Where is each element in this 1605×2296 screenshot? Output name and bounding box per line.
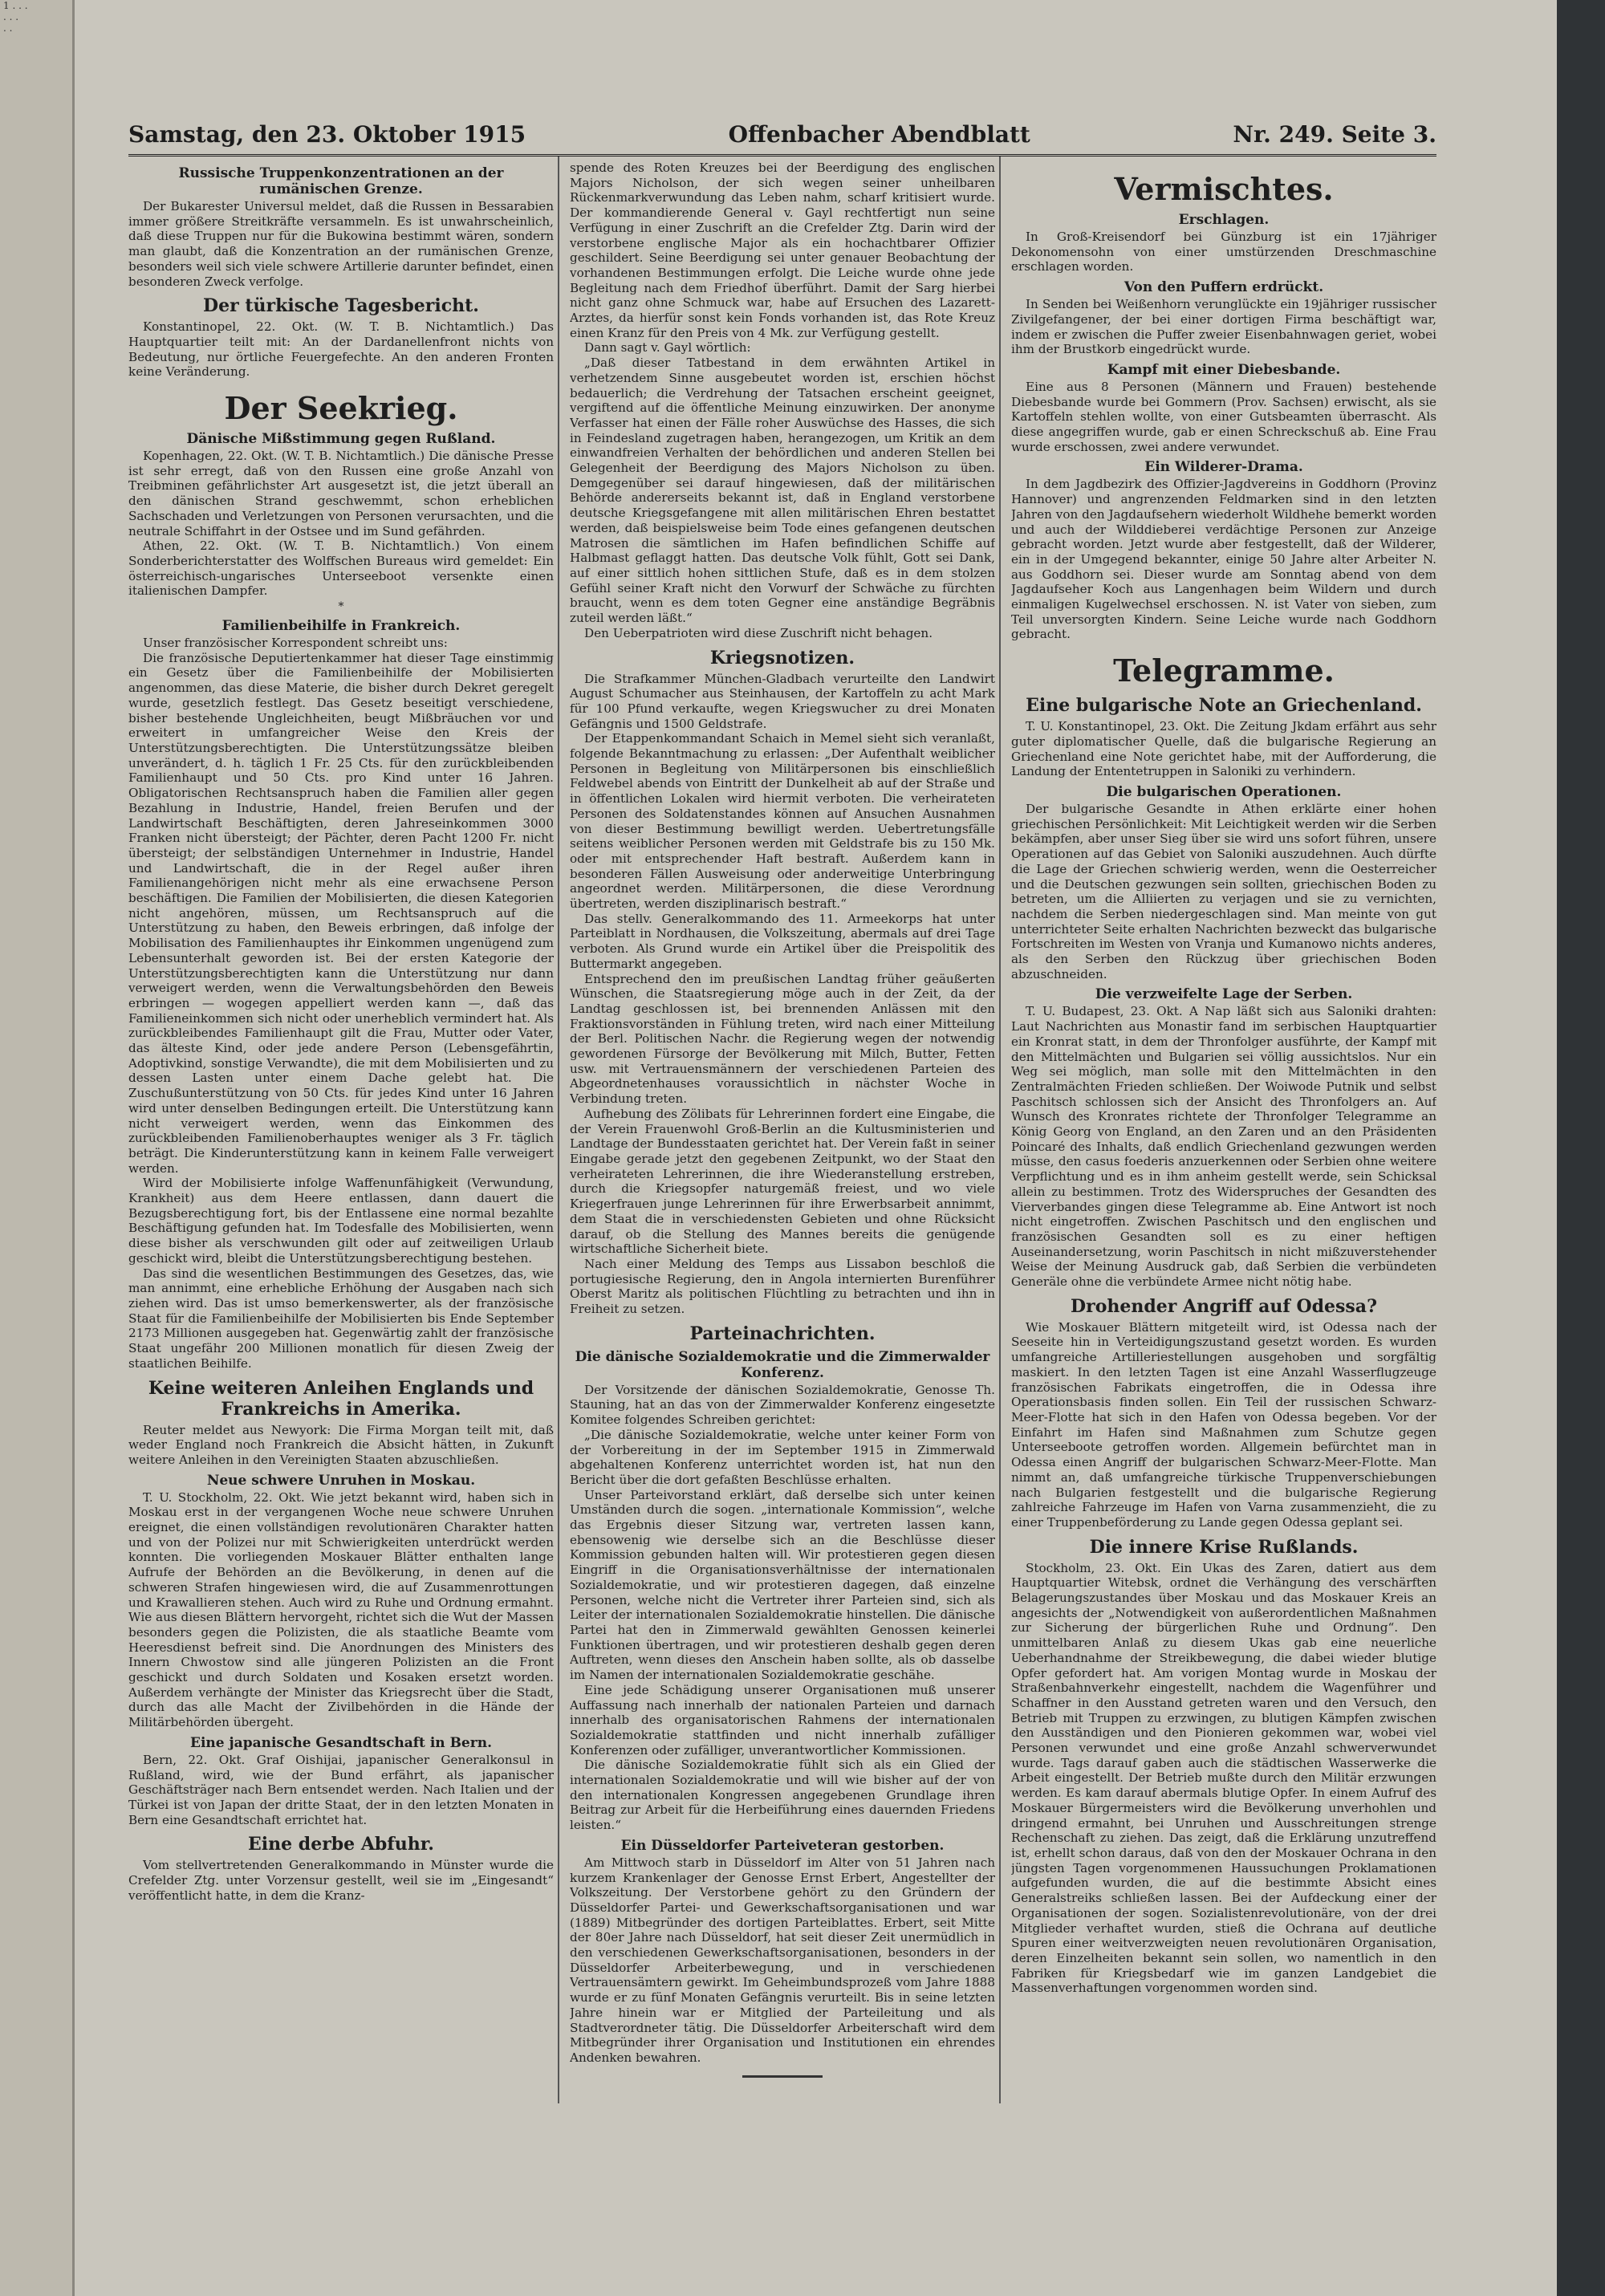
article-headline: Neue schwere Unruhen in Moskau. [206, 1472, 476, 1489]
article-paragraph: Wie Moskauer Blättern mitgeteilt wird, ist Odessa nach der Seeseite hin in Verteidigungszustand gesetzt worden. Es wurden umfangreiche Artilleriestellungen ausgehoben und sorgfältig maskiert. In den letzten Tagen ist eine Anzahl Wasserflugzeuge französischen Fabrikats eingetroffen, die in Odessa ihre Operationsbasis finden sollen. Ein Teil der russischen Schwarz-Meer-Flotte hat sich in den Hafen von Odessa begeben. Vor der Einfahrt im Hafen sind Maßnahmen zum Schutze gegen Unterseeboote getroffen worden. Allgemein befürchtet man in Odessa einen Angriff der bulgarischen Schwarz-Meer-Flotte. Man nimmt an, daß umfangreiche türkische Truppenverschiebungen nach Bulgarien festgestellt und die bulgarische Regierung zahlreiche Fahrzeuge im Hafen von Varna zusammenzieht, die zu einer Truppenbeförderung zu Lande gegen Odessa geplant sei. [1011, 1319, 1436, 1530]
article-paragraph: Reuter meldet aus Newyork: Die Firma Morgan teilt mit, daß weder England noch Frankreich die Absicht hätten, in Zukunft weitere Anleihen in den Vereinigten Staaten abzuschließen. [128, 1422, 554, 1467]
article-subheadline: Die dänische Sozialdemokratie und die Zimmerwalder Konferenz. [575, 1348, 990, 1381]
column-1 [128, 161, 554, 2272]
article-headline: Keine weiteren Anleihen Englands und Frankreichs in Amerika. [148, 1377, 534, 1420]
article-paragraph: Bern, 22. Okt. Graf Oishijai, japanischer Generalkonsul in Rußland, wird, wie der Bund erfährt, als japanischer Geschäftsträger nach Bern entsendet werden. Nach Italien und der Türkei ist von Japan der dritte Staat, der in den letzten Monaten in Bern eine Gesandtschaft errichtet hat. [128, 1752, 554, 1827]
column-3 [1011, 161, 1436, 2272]
article-paragraph: Unser französischer Korrespondent schreibt uns: [143, 636, 448, 651]
article-headline: Eine derbe Abfuhr. [248, 1834, 434, 1855]
article-headline: Russische Truppenkonzentrationen an der rumänischen Grenze. [178, 165, 504, 197]
article-paragraph: Der Etappenkommandant Schaich in Memel sieht sich veranlaßt, folgende Bekanntmachung zu erlassen: „Der Aufenthalt weiblicher Personen in Begleitung von Militärpersonen bis einschließlich Feldwebel abends von Eintritt der Dunkelheit ab auf der Straße und in öffentlichen Lokalen wird hiermit verboten. Die verheirateten Personen des Soldatenstandes können auf Ansuchen Ausnahmen von dieser Bestimmung bewilligt werden. Uebertretungsfälle seitens weiblicher Personen werden mit Geldstrafe bis zu 150 Mk. oder mit entsprechender Haft bestraft. Außerdem kann in besonderen Fällen Ausweisung oder anderweitige Unterbringung angeordnet werden. Militärpersonen, die diese Verordnung übertreten, werden disziplinarisch bestraft.“ [570, 731, 995, 912]
article-paragraph: Die dänische Sozialdemokratie fühlt sich als ein Glied der internationalen Sozialdemokratie und will wie bisher auf der von den internationalen Kongressen angegebenen Grundlage ihren Beitrag zur Arbeit für die Herbeiführung eines dauernden Friedens leisten.“ [570, 1758, 995, 1833]
article-headline: Ein Düsseldorfer Parteiveteran gestorben. [620, 1837, 945, 1854]
article-headline: Kriegsnotizen. [709, 647, 855, 668]
article-paragraph: Der bulgarische Gesandte in Athen erklärte einer hohen griechischen Persönlichkeit: Mit Leichtigkeit werden wir die Serben bekämpfen, aber unser Sieg über sie wird uns sofort führen, unsere Operationen auf das Gebiet von Saloniki auszudehnen. Auch dürfte die Lage der Griechen schwierig werden, wenn die Oesterreicher und die Deutschen gezwungen sein sollten, griechischen Boden zu betreten, um die Alliierten zu verjagen und sie zu vernichten, nachdem die Serben niedergeschlagen sind. Man meinte von gut unterrichteter Seite erhalten Nachrichten bezweckt das bulgarische Fortschreiten im Westen von Vranja und Kumanowo nichts anderes, als den Serben den Rückzug über griechischen Boden abzuschneiden. [1011, 801, 1436, 981]
article-paragraph: Eine aus 8 Personen (Männern und Frauen) bestehende Diebesbande wurde bei Gommern (Prov. Sachsen) erwischt, als sie Kartoffeln stehlen wollte, von einer Gutsbeamten überrascht. Als diese angegriffen wurde, gab er einen Schreckschuß ab. Eine Frau wurde erschossen, zwei andere verwundet. [1011, 379, 1436, 454]
separator-star: * [338, 600, 344, 614]
article-paragraph: Der Bukarester Universul meldet, daß die Russen in Bessarabien immer größere Streitkräfte versammeln. Es ist unwahrscheinlich, daß diese Truppen nur für die Bukowina bestimmt wären, sondern man glaubt, daß die Konzentration an der rumänischen Grenze, besonders weil sich viele schwere Artillerie darunter befindet, einen besonderen Zweck verfolge. [128, 199, 554, 289]
article-quote: „Die dänische Sozialdemokratie, welche unter keiner Form von der Vorbereitung in der im September 1915 in Zimmerwald abgehaltenen Konferenz unterrichtet worden ist, hat nun den Bericht über die dort gefaßten Beschlüsse erhalten. [570, 1427, 995, 1487]
article-paragraph: Den Ueberpatrioten wird diese Zuschrift nicht behagen. [584, 625, 933, 640]
article-headline: Parteinachrichten. [689, 1323, 876, 1344]
article-paragraph: Unser Parteivorstand erklärt, daß derselbe sich unter keinen Umständen durch die sogen. „internationale Kommission“, welche das Ergebnis dieser Sitzung war, vertreten lassen kann, ebensowenig wie derselbe sich an die Beschlüsse dieser Kommission gebunden halten will. Wir protestieren gegen diesen Eingriff in die Organisationsverhältnisse der internationalen Sozialdemokratie, und wir protestieren dagegen, daß einzelne Personen, welche nicht die Vertreter ihrer Parteien sind, sich als Leiter der internationalen Sozialdemokratie hinstellen. Die dänische Partei hat den in Zimmerwald gewählten Genossen keinerlei Funktionen übertragen, und wir protestieren deshalb gegen deren Auftreten, wenn dieses den Anschein haben sollte, als ob dasselbe im Namen der internationalen Sozialdemokratie geschähe. [570, 1487, 995, 1683]
article-paragraph: Die französische Deputiertenkammer hat dieser Tage einstimmig ein Gesetz über die Familienbeihilfe der Mobilisierten angenommen, das diese Materie, die bisher durch Dekret geregelt wurde, gesetzlich festlegt. Das Gesetz beseitigt verschiedene, bisher bestehende Ungleichheiten, beugt Mißbräuchen vor und erweitert in umfangreicher Weise den Kreis der Unterstützungsberechtigten. Die Unterstützungssätze bleiben unverändert, d. h. täglich 1 Fr. 25 Cts. für den zurückbleibenden Familienhaupt und 50 Cts. pro Kind unter 16 Jahren. Obligatorischen Rechtsanspruch haben die Familien aller gegen Bezahlung in Industrie, Handel, freien Berufen und der Landwirtschaft Beschäftigten, deren Jahreseinkommen 3000 Franken nicht übersteigt; der Pächter, deren Pacht 1200 Fr. nicht übersteigt; der selbständigen Unternehmer in Industrie, Handel und Landwirtschaft, die in der Regel außer ihren Familienangehörigen nicht mehr als eine erwachsene Person beschäftigen. Die Familien der Mobilisierten, die diesen Kategorien nicht angehören, müssen, um Rechtsanspruch auf die Unterstützung zu haben, den Beweis erbringen, daß infolge der Mobilisation des Familienhauptes ihr Einkommen ungenügend zum Lebensunterhalt geworden ist. Bei der ersten Kategorie der Unterstützungsberechtigten kann die Unterstützung nur dann verweigert werden, wenn die Verwaltungsbehörden den Beweis erbringen — wogegen appelliert werden kann —, daß das Familieneinkommen sich nicht oder unerheblich vermindert hat. Als zurückbleibendes Familienhaupt gilt die Frau, Mutter oder Vater, das älteste Kind, oder jede andere Person (Lebensgefährtin, Adoptivkind, sonstige Verwandte), die mit dem Mobilisierten und zu dessen Lasten unter einem Dache gelebt hat. Die Zuschußunterstützung von 50 Cts. für jedes Kind unter 16 Jahren wird unter denselben Bedingungen erteilt. Die Unterstützung kann nicht verweigert werden, wenn das Einkommen des zurückbleibenden Familienoberhauptes weniger als 3 Fr. täglich beträgt. Die Kinderunterstützung kann in keinem Falle verweigert werden. [128, 650, 554, 1176]
article-paragraph: T. U. Konstantinopel, 23. Okt. Die Zeitung Jkdam erfährt aus sehr guter diplomatischer Quelle, daß die bulgarische Regierung an Griechenland eine Note gerichtet habe, mit der Aufforderung, die Landung der Ententetruppen in Saloniki zu verhindern. [1011, 719, 1436, 779]
article-paragraph: In dem Jagdbezirk des Offizier-Jagdvereins in Goddhorn (Provinz Hannover) und angrenzenden Feldmarken sind in den letzten Jahren von den Jagdaufsehern wiederholt Wildhehe bemerkt worden und auch der Wilddieberei verdächtige Personen zur Anzeige gebracht worden. Jetzt wurde aber festgestellt, daß der Wilderer, ein in der Umgegend bekannter, einige 50 Jahre alter Arbeiter N. aus Goddhorn sei. Dieser wurde am Sonntag abend von dem Jagdaufseher Koch aus Langenhagen beim Wildern und durch einmaligen Kugelwechsel erschossen. N. ist Vater von sieben, zum Teil unversorgten Kindern. Seine Leiche wurde nach Goddhorn gebracht. [1011, 477, 1436, 642]
article-paragraph: Dann sagt v. Gayl wörtlich: [584, 340, 751, 356]
section-headline: Vermischtes. [1114, 171, 1334, 207]
issue-number: Nr. 249. Seite 3. [1233, 120, 1436, 148]
article-paragraph: Der Vorsitzende der dänischen Sozialdemokratie, Genosse Th. Stauning, hat an das von der Zimmerwalder Konferenz eingesetzte Komitee folgendes Schreiben gerichtet: [570, 1382, 995, 1428]
article-paragraph: T. U. Budapest, 23. Okt. A Nap läßt sich aus Saloniki drahten: Laut Nachrichten aus Monastir fand im serbischen Hauptquartier ein Kronrat statt, in dem der Thronfolger ausführte, der Kampf mit den Mittelmächten und Bulgarien sei völlig aussichtslos. Nur ein Weg sei möglich, man solle mit den Mittelmächten in den Zentralmächten Frieden schließen. Der Woiwode Putnik und selbst Paschitsch schlossen sich der Ansicht des Thronfolgers an. Auf Wunsch des Kronrates richtete der Thronfolger Telegramme an König Georg von England, an den Zaren und an den Präsidenten Poincaré des Inhalts, daß endlich Griechenland gezwungen werden müsse, den casus foederis anzuerkennen oder Serbien ohne weitere Verpflichtung und es in ihm anheim gestellt werde, sein Schicksal allein zu bestimmen. Trotz des Widerspruches der Gesandten des Vierverbandes gingen diese Telegramme ab. Eine Antwort ist noch nicht eingetroffen. Zwischen Paschitsch und den englischen und französischen Gesandten soll es zu einer heftigen Auseinandersetzung, worin Paschitsch in nicht mißzuverstehender Weise der Meinung Ausdruck gab, daß Serbien die verbündeten Generäle ohne die verbündete Armee nicht nötig habe. [1011, 1004, 1436, 1290]
book-binding [1557, 0, 1605, 2296]
article-paragraph: In Groß-Kreisendorf bei Günzburg ist ein 17jähriger Dekonomensohn von einer umstürzenden Dreschmaschine erschlagen worden. [1011, 230, 1436, 274]
article-paragraph: T. U. Stockholm, 22. Okt. Wie jetzt bekannt wird, haben sich in Moskau erst in der vergangenen Woche neue schwere Unruhen ereignet, die einen vollständigen revolutionären Charakter hatten und von der Polizei nur mit Schwierigkeiten unterdrückt werden konnten. Die vorliegenden Moskauer Blätter enthalten lange Aufrufe der Behörden an die Bevölkerung, in denen auf die schweren Strafen hingewiesen wird, die auf Zusammenrottungen und Krawallieren stehen. Auch wird zu Ruhe und Ordnung ermahnt. Wie aus diesen Blättern hervorgeht, richtet sich die Wut der Massen besonders gegen die Polizisten, die als staatliche Beamte vom Heeresdienst befreit sind. Die Anordnungen des Ministers des Innern Chwostow sind alle jüngeren Polizisten an die Front geschickt und durch Soldaten und Kosaken ersetzt worden. Außerdem verhängte der Minister das Kriegsrecht über die Stadt, durch das alle Macht der Zivilbehörden in die Hände der Militärbehörden übergeht. [128, 1489, 554, 1730]
article-headline: Die innere Krise Rußlands. [1089, 1536, 1359, 1558]
masthead [128, 116, 1436, 152]
article-paragraph: Am Mittwoch starb in Düsseldorf im Alter von 51 Jahren nach kurzem Krankenlager der Genosse Ernst Erbert, Angestellter der Volkszeitung. Der Verstorbene gehört zu den Gründern der Düsseldorfer Partei- und Gewerkschaftsorganisationen und war (1889) Mitbegründer des dortigen Parteiblattes. Erbert, seit Mitte der 80er Jahre nach Düsseldorf, hat seit dieser Zeit unermüdlich in den verschiedenen Gewerkschaftsorganisationen, besonders in der Düsseldorfer Arbeiterbewegung, und in verschiedenen Vertrauensämtern gewirkt. Im Geheimbundsprozeß vom Jahre 1888 wurde er zu fünf Monaten Gefängnis verurteilt. Bis in seine letzten Jahre hinein war er Mitglied der Parteileitung und als Stadtverordneter tätig. Die Düsseldorfer Arbeiterschaft wird dem Mitbegründer ihrer Organisation und Institutionen ein ehrendes Andenken bewahren. [570, 1855, 995, 2065]
article-paragraph: Nach einer Meldung des Temps aus Lissabon beschloß die portugiesische Regierung, den in Angola internierten Burenführer Oberst Maritz als politischen Flüchtling zu betrachten und ihn in Freiheit zu setzen. [570, 1256, 995, 1317]
column-2 [570, 161, 995, 2272]
article-subheadline: Dänische Mißstimmung gegen Rußland. [186, 431, 496, 448]
article-subheadline: Von den Puffern erdrückt. [1124, 279, 1324, 296]
article-subheadline: Ein Wilderer-Drama. [1144, 459, 1303, 476]
article-paragraph: Kopenhagen, 22. Okt. (W. T. B. Nichtamtlich.) Die dänische Presse ist sehr erregt, daß von den Russen eine große Anzahl von Treibminen gefährlichster Art ausgesetzt ist, die jetzt überall an den dänischen Strand geschwemmt, schon erheblichen Sachschaden und Verletzungen von Personen verursachten, und die neutrale Schiffahrt in der Ostsee und im Sund gefährden. [128, 449, 554, 538]
article-quote: „Daß dieser Tatbestand in dem erwähnten Artikel in verhetzendem Sinne ausgebeutet worden ist, erschien höchst bedauerlich; die Verdrehung der Tatsachen erscheint geeignet, vergiftend auf die öffentliche Meinung einzuwirken. Der anonyme Verfasser hat einen der Fälle roher Auswüchse des Hasses, die sich in Feindesland zugetragen haben, herangezogen, um Kritik an dem einwandfreien Verhalten der behördlichen und anderen Stellen bei Gelegenheit der Beerdigung des Majors Nicholson zu üben. Demgegenüber sei darauf hingewiesen, daß der militärischen Behörde andererseits bekannt ist, daß in England verstorbene deutsche Kriegsgefangene mit allen militärischen Ehren bestattet werden, daß beispielsweise beim Tode eines gefangenen deutschen Matrosen die sämtlichen im Hafen befindlichen Schiffe auf Halbmast geflaggt hatten. Das deutsche Volk fühlt, Gott sei Dank, auf einer sittlich hohen sittlichen Stufe, daß es in dem stolzen Gefühl seiner Kraft nicht den Vorwurf der Schwäche zu fürchten braucht, wenn es dem toten Gegner eine anständige Begräbnis zuteil werden läßt.“ [570, 356, 995, 626]
article-headline: Familienbeihilfe in Frankreich. [221, 618, 461, 635]
article-paragraph: Entsprechend den im preußischen Landtag früher geäußerten Wünschen, die Staatsregierung möge auch in der Zeit, da der Landtag geschlossen ist, bei brennenden Anlässen mit den Fraktionsvorständen in Fühlung treten, wird nach einer Mitteilung der Berl. Politischen Nachr. die Regierung wegen der notwendig gewordenen Fürsorge der Bevölkerung mit Milch, Butter, Fetten usw. mit Vertrauensmännern der verschiedenen Parteien des Abgeordnetenhauses voraussichtlich in nächster Woche in Verbindung treten. [570, 971, 995, 1107]
issue-date: Samstag, den 23. Oktober 1915 [128, 120, 526, 148]
article-paragraph: Aufhebung des Zölibats für Lehrerinnen fordert eine Eingabe, die der Verein Frauenwohl Groß-Berlin an die Kultusministerien und Landtage der Bundesstaaten gerichtet hat. Der Verein faßt in seiner Eingabe gerade jetzt den gegebenen Zeitpunkt, wo der Staat den verheirateten Lehrerinnen, die ihre Wiederanstellung erstreben, durch die Kriegsopfer naturgemäß freiest, und wo viele Kriegerfrauen junge Lehrerinnen für ihre Erwerbsarbeit annimmt, dem Staat die in verschiedensten Gebieten und ohne Rücksicht darauf, ob die Stellung des Mannes bereits die genügende wirtschaftliche Sicherheit biete. [570, 1106, 995, 1257]
article-paragraph: Konstantinopel, 22. Okt. (W. T. B. Nichtamtlich.) Das Hauptquartier teilt mit: An der Dardanellenfront nichts von Bedeutung, nur örtliche Feuergefechte. An den anderen Fronten keine Veränderung. [128, 319, 554, 380]
article-headline: Eine japanische Gesandtschaft in Bern. [190, 1734, 492, 1751]
paper-title: Offenbacher Abendblatt [728, 120, 1030, 148]
article-paragraph: Athen, 22. Okt. (W. T. B. Nichtamtlich.) Von einem Sonderberichterstatter des Wolffschen Bureaus wird gemeldet: Ein österreichisch-ungarisches Unterseeboot versenkte einen italienischen Dampfer. [128, 538, 554, 599]
article-paragraph: In Senden bei Weißenhorn verunglückte ein 19jähriger russischer Zivilgefangener, der bei einer dortigen Firma beschäftigt war, indem er zwischen die Puffer zweier Eisenbahnwagen geriet, wobei ihm der Brustkorb eingedrückt wurde. [1011, 297, 1436, 357]
article-headline: Der türkische Tagesbericht. [203, 295, 479, 317]
adjacent-page-edge: 1 . . . . . . . . [0, 0, 75, 2296]
section-headline: Der Seekrieg. [224, 390, 458, 427]
section-headline: Telegramme. [1113, 652, 1335, 689]
article-headline: Die bulgarischen Operationen. [1106, 783, 1342, 800]
article-paragraph: Vom stellvertretenden Generalkommando in Münster wurde die Crefelder Ztg. unter Vorzensur gestellt, weil sie im „Eingesandt“ veröffentlicht hatte, in dem die Kranz- [128, 1858, 554, 1903]
article-paragraph: Das sind die wesentlichen Bestimmungen des Gesetzes, das, wie man annimmt, eine erhebliche Erhöhung der Ausgaben nach sich ziehen wird. Das ist umso bemerkenswerter, als der französische Staat für die Familienbeihilfe der Mobilisierten bis Ende September 2173 Millionen ausgegeben hat. Gegenwärtig zahlt der französische Staat ungefähr 200 Millionen monatlich für diesen Zweig der staatlichen Beihilfe. [128, 1266, 554, 1371]
article-paragraph: spende des Roten Kreuzes bei der Beerdigung des englischen Majors Nicholson, der sich wegen seiner unheilbaren Rückenmarkverwundung das Leben nahm, scharf kritisiert wurde. Der kommandierende General v. Gayl rechtfertigt nun seine Verfügung in einer Zuschrift an die Crefelder Ztg. Darin wird der verstorbene englische Major als ein hochachtbarer Offizier geschildert. Seine Beerdigung sei unter genauer Beobachtung der vorhandenen Bestimmungen erfolgt. Die Leiche wurde ohne jede Begleitung nach dem Friedhof überführt. Damit der Sarg hierbei nicht ganz ohne Schmuck war, habe auf Ersuchen des Lazarett-Arztes, da hierfür sonst kein Fonds vorhanden ist, das Rote Kreuz einen Kranz für den Preis von 4 Mk. zur Verfügung gestellt. [570, 161, 995, 340]
column-rule [558, 156, 559, 2103]
article-paragraph: Die Strafkammer München-Gladbach verurteilte den Landwirt August Schumacher aus Steinhausen, der Kartoffeln zu acht Mark für 100 Pfund verkaufte, wegen Kriegswucher zu drei Monaten Gefängnis und 1500 Geldstrafe. [570, 671, 995, 731]
article-headline: Drohender Angriff auf Odessa? [1071, 1295, 1377, 1317]
article-subheadline: Erschlagen. [1178, 212, 1270, 228]
article-subheadline: Kampf mit einer Diebesbande. [1107, 361, 1341, 378]
column-rule [999, 156, 1001, 2103]
article-paragraph: Stockholm, 23. Okt. Ein Ukas des Zaren, datiert aus dem Hauptquartier Witebsk, ordnet die Verhängung des verschärften Belagerungszustandes über Moskau und das Moskauer Kreis an angesichts der „Notwendigkeit von außerordentlichen Maßnahmen zur Sicherung der bürgerlichen Ruhe und Ordnung“. Den unmittelbaren Anlaß zu diesem Ukas gab eine neuerliche Ueberhandnahme der Streikbewegung, die dabei wieder blutige Opfer gefordert hat. Am vorigen Montag wurde in Moskau der Straßenbahnverkehr eingestellt, nachdem die Wagenführer und Schaffner in den Ausstand getreten waren und den Versuch, den Betrieb mit Truppen zu erzwingen, zu blutigen Kämpfen zwischen den Ausständigen und den Pionieren gekommen war, wobei viel Personen verwundet und eine große Anzahl schwerverwundet wurde. Tags darauf gaben auch die städtischen Wasserwerke die Arbeit eingestellt. Der Betrieb mußte durch den Militär erzwungen werden. Es kam darauf abermals blutige Opfer. In einem Aufruf des Moskauer Bürgermeisters wird die Bevölkerung unverhohlen und dringend ermahnt, bei Unruhen und Ausschreitungen strenge Rechenschaft zu ziehen. Das zeigt, daß die Erklärung unzutreffend ist, erhellt schon daraus, daß von den der Moskauer Ochrana in den jüngsten Tagen vorgenommenen Haussuchungen Proklamationen aufgefunden wurden, die auf die bestimmte Absicht eines Generalstreiks schließen lassen. Bei der Aufdeckung einer der Organisationen der sogen. Sozialistenrevolutionäre, von der drei Mitglieder verhaftet wurden, stieß die Ochrana auf deutliche Spuren einer weitverzweigten neuen revolutionären Organisation, deren Einzelheiten bekannt sein sollen, wo namentlich in den Fabriken für Kriegsbedarf wie im ganzen Landgebiet die Massenverhaftungen vorgenommen worden sind. [1011, 1560, 1436, 1996]
article-paragraph: Wird der Mobilisierte infolge Waffenunfähigkeit (Verwundung, Krankheit) aus dem Heere entlassen, dann dauert die Bezugsberechtigung fort, bis der Entlassene eine normal bezahlte Beschäftigung gefunden hat. Im Todesfalle des Mobilisierten, wenn diese bisher als verschwunden gilt oder auf zeitweiligen Urlaub geschickt wird, bleibt die Unterstützungsberechtigung bestehen. [128, 1176, 554, 1266]
article-paragraph: Eine jede Schädigung unserer Organisationen muß unserer Auffassung nach innerhalb der nationalen Parteien und darnach innerhalb des organisatorischen Rahmens der internationalen Sozialdemokratie stattfinden und nicht innerhalb zufälliger Konferenzen oder zufälliger, unverantwortlicher Kommissionen. [570, 1682, 995, 1758]
article-headline: Die verzweifelte Lage der Serben. [1095, 986, 1353, 1003]
masthead-rule [128, 154, 1436, 156]
end-rule [742, 2075, 823, 2078]
article-headline: Eine bulgarische Note an Griechenland. [1026, 695, 1422, 717]
article-paragraph: Das stellv. Generalkommando des 11. Armeekorps hat unter Parteiblatt in Nordhausen, die Volkszeitung, abermals auf drei Tage verboten. Als Grund wurde ein Artikel über die Preispolitik des Buttermarkt angegeben. [570, 911, 995, 971]
